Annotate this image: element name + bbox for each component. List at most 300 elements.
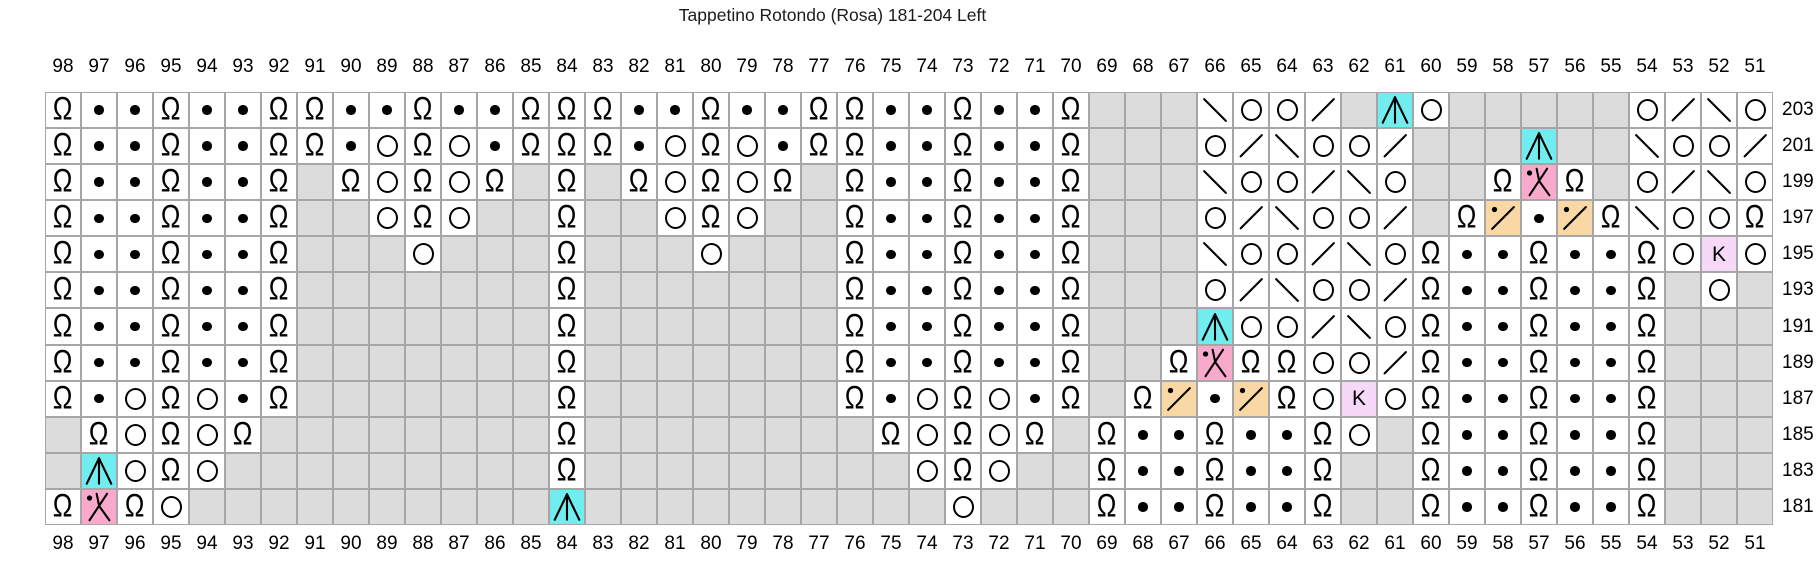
cell-no-stitch xyxy=(513,200,549,236)
cell-no-stitch xyxy=(801,272,837,308)
cell-purl xyxy=(981,164,1017,200)
cell-knit-tbl xyxy=(1053,128,1089,164)
column-label: 88 xyxy=(412,56,434,77)
cell-knit-tbl xyxy=(1629,272,1665,308)
cell-yarn-over xyxy=(657,164,693,200)
cell-knit-tbl xyxy=(873,417,909,453)
ssk-icon xyxy=(1270,201,1304,235)
cell-yarn-over xyxy=(1233,236,1269,272)
column-label: 80 xyxy=(700,56,722,77)
cell-yarn-over xyxy=(909,417,945,453)
cell-knit-tbl xyxy=(45,381,81,417)
yarn-over-icon xyxy=(665,135,686,157)
cell-knit-tbl xyxy=(945,381,981,417)
column-label: 80 xyxy=(700,533,722,554)
cell-knit-tbl xyxy=(261,345,297,381)
yarn-over-icon xyxy=(665,171,686,193)
cell-no-stitch xyxy=(1089,92,1125,128)
cell-k2tog xyxy=(1233,200,1269,236)
centered-double-decrease-icon xyxy=(550,490,584,524)
cell-no-stitch xyxy=(765,236,801,272)
cell-no-stitch xyxy=(261,453,297,489)
cell-knit-tbl xyxy=(1413,489,1449,525)
cell-no-stitch xyxy=(333,236,369,272)
cell-purl xyxy=(909,308,945,344)
knit-tbl-icon: Ω xyxy=(593,92,613,128)
cell-knit-tbl xyxy=(261,272,297,308)
cell-purl xyxy=(225,128,261,164)
knit-tbl-icon: Ω xyxy=(1421,488,1441,524)
cell-knit-tbl xyxy=(837,164,873,200)
purl-dot-icon xyxy=(886,322,896,332)
cell-yarn-over xyxy=(369,164,405,200)
cell-no-stitch xyxy=(513,236,549,272)
cell-knit-tbl xyxy=(45,92,81,128)
column-label: 84 xyxy=(556,533,578,554)
cell-centered-double-decrease xyxy=(1521,128,1557,164)
purl-dot-icon xyxy=(94,250,104,260)
cell-k2tog xyxy=(1737,128,1773,164)
cell-knit-tbl xyxy=(1485,164,1521,200)
k2tog-icon xyxy=(1666,93,1700,127)
knit-tbl-icon: Ω xyxy=(1421,452,1441,488)
column-label: 60 xyxy=(1420,533,1442,554)
cell-no-stitch xyxy=(441,417,477,453)
yarn-over-icon xyxy=(953,496,974,518)
cell-no-stitch xyxy=(405,308,441,344)
column-label: 57 xyxy=(1528,533,1550,554)
cell-purl xyxy=(81,92,117,128)
purl-dot-icon xyxy=(994,214,1004,224)
purl-dot-icon xyxy=(886,177,896,187)
cell-knit-tbl xyxy=(1413,381,1449,417)
cell-no-stitch xyxy=(765,200,801,236)
purl-dot-icon xyxy=(922,177,932,187)
purl-dot-icon xyxy=(1498,430,1508,440)
yarn-over-icon xyxy=(917,460,938,482)
cell-no-stitch xyxy=(1341,453,1377,489)
cell-purl xyxy=(1449,489,1485,525)
purl-dot-icon xyxy=(1462,394,1472,404)
cell-no-stitch xyxy=(1593,128,1629,164)
ssk-icon xyxy=(1198,237,1232,271)
cell-purl xyxy=(909,236,945,272)
cell-purl xyxy=(1017,164,1053,200)
purl-dot-icon xyxy=(1282,502,1292,512)
cell-no-stitch xyxy=(441,308,477,344)
cell-no-stitch xyxy=(693,489,729,525)
purl-dot-icon xyxy=(1606,358,1616,368)
purl-dot-icon xyxy=(94,214,104,224)
purl-dot-icon xyxy=(1498,286,1508,296)
knit-tbl-icon: Ω xyxy=(1745,200,1765,236)
purl-dot-icon xyxy=(238,322,248,332)
cell-k2tog xyxy=(1305,308,1341,344)
cell-k2tog xyxy=(1305,236,1341,272)
knit-tbl-icon: Ω xyxy=(557,200,577,236)
knit-tbl-icon: Ω xyxy=(161,272,181,308)
yarn-over-icon xyxy=(1277,316,1298,338)
cell-purl xyxy=(1017,236,1053,272)
cell-knit-tbl xyxy=(1413,417,1449,453)
cell-no-stitch xyxy=(513,308,549,344)
cell-knit-tbl xyxy=(1161,345,1197,381)
cell-knit-tbl xyxy=(765,164,801,200)
purl-dot-icon xyxy=(1138,466,1148,476)
yarn-over-icon xyxy=(377,207,398,229)
cell-no-stitch xyxy=(477,272,513,308)
cell-knit-tbl xyxy=(549,345,585,381)
column-label: 68 xyxy=(1132,533,1154,554)
cell-purl xyxy=(1161,453,1197,489)
cell-knit-tbl xyxy=(405,164,441,200)
cell-no-stitch xyxy=(297,308,333,344)
cell-no-stitch xyxy=(1665,272,1701,308)
knit-tbl-icon: Ω xyxy=(233,416,253,452)
cell-no-stitch xyxy=(405,417,441,453)
column-label: 57 xyxy=(1528,56,1550,77)
knit-tbl-icon: Ω xyxy=(809,128,829,164)
cell-yarn-over xyxy=(1701,272,1737,308)
purl-dot-icon xyxy=(454,105,464,115)
cell-purl xyxy=(1485,345,1521,381)
cell-knit-tbl xyxy=(585,128,621,164)
cell-no-stitch xyxy=(873,453,909,489)
cell-knit-tbl xyxy=(1305,489,1341,525)
knit-tbl-icon: Ω xyxy=(53,236,73,272)
purl-dot-icon xyxy=(490,105,500,115)
purl-dot-icon xyxy=(1174,466,1184,476)
yarn-over-icon xyxy=(1349,207,1370,229)
centered-double-decrease-icon xyxy=(1522,129,1556,163)
knit-tbl-icon: Ω xyxy=(1601,200,1621,236)
cell-yarn-over xyxy=(1341,200,1377,236)
k2tog-icon xyxy=(1306,165,1340,199)
column-label: 51 xyxy=(1744,533,1766,554)
knit-tbl-icon: Ω xyxy=(53,200,73,236)
cell-k2tog xyxy=(1377,128,1413,164)
yarn-over-icon xyxy=(917,388,938,410)
knit-tbl-icon: Ω xyxy=(269,164,289,200)
purl-dot-icon xyxy=(886,358,896,368)
cell-special-k xyxy=(1341,381,1377,417)
yarn-over-icon xyxy=(1673,207,1694,229)
p2tog-icon xyxy=(1162,382,1196,416)
purl-dot-icon xyxy=(238,250,248,260)
cell-purl xyxy=(1557,381,1593,417)
knit-tbl-icon: Ω xyxy=(413,92,433,128)
purl-dot-icon xyxy=(922,322,932,332)
cell-purl xyxy=(1269,453,1305,489)
cell-no-stitch xyxy=(513,345,549,381)
knit-tbl-icon: Ω xyxy=(53,308,73,344)
cell-yarn-over xyxy=(909,453,945,489)
cell-yarn-over xyxy=(441,128,477,164)
knit-tbl-icon: Ω xyxy=(305,92,325,128)
k2tog-icon xyxy=(1666,165,1700,199)
yarn-over-icon xyxy=(449,135,470,157)
cell-no-stitch xyxy=(1593,164,1629,200)
yarn-over-icon xyxy=(1241,316,1262,338)
cell-purl xyxy=(225,236,261,272)
cell-yarn-over xyxy=(1269,308,1305,344)
cell-no-stitch xyxy=(513,272,549,308)
ssk-icon xyxy=(1270,273,1304,307)
purl-dot-icon xyxy=(1498,502,1508,512)
purl-dot-icon xyxy=(1498,394,1508,404)
centered-double-decrease-icon xyxy=(1378,93,1412,127)
yarn-over-icon xyxy=(1277,171,1298,193)
column-label: 82 xyxy=(628,56,650,77)
cell-purl xyxy=(1449,381,1485,417)
cell-purl xyxy=(189,200,225,236)
knit-tbl-icon: Ω xyxy=(1493,164,1513,200)
purl-dot-icon xyxy=(238,286,248,296)
column-label: 59 xyxy=(1456,56,1478,77)
cell-k2tog xyxy=(1305,164,1341,200)
cell-purl xyxy=(1485,417,1521,453)
cell-purl xyxy=(189,272,225,308)
cell-special-k xyxy=(1701,236,1737,272)
knit-tbl-icon: Ω xyxy=(845,164,865,200)
cell-purl xyxy=(909,345,945,381)
purl-dot-icon xyxy=(886,214,896,224)
cell-no-stitch xyxy=(1377,489,1413,525)
cell-knit-tbl xyxy=(549,236,585,272)
knit-tbl-icon: Ω xyxy=(1313,416,1333,452)
cell-purl xyxy=(189,128,225,164)
knit-tbl-icon: Ω xyxy=(1421,308,1441,344)
knit-tbl-icon: Ω xyxy=(161,452,181,488)
cell-no-stitch xyxy=(657,417,693,453)
purl-dot-icon xyxy=(1606,394,1616,404)
cell-no-stitch xyxy=(1665,345,1701,381)
yarn-over-icon xyxy=(1709,207,1730,229)
purl-dot-icon xyxy=(886,141,896,151)
cell-ssk xyxy=(1341,308,1377,344)
knit-tbl-icon: Ω xyxy=(809,92,829,128)
purl-dot-icon xyxy=(202,214,212,224)
purl-dot-icon xyxy=(130,177,140,187)
cell-yarn-over xyxy=(1305,381,1341,417)
cell-knit-tbl xyxy=(1593,200,1629,236)
knit-tbl-icon: Ω xyxy=(557,236,577,272)
yarn-over-icon xyxy=(1205,279,1226,301)
cell-knit-tbl xyxy=(549,308,585,344)
cell-purl xyxy=(477,92,513,128)
cell-purl xyxy=(225,92,261,128)
cell-purl xyxy=(81,200,117,236)
cell-knit-tbl xyxy=(261,164,297,200)
cell-sl1-k2tog-psso xyxy=(1521,164,1557,200)
cell-knit-tbl xyxy=(837,200,873,236)
purl-dot-icon xyxy=(1174,502,1184,512)
yarn-over-icon xyxy=(449,171,470,193)
purl-dot-icon xyxy=(202,322,212,332)
cell-no-stitch xyxy=(729,417,765,453)
cell-no-stitch xyxy=(297,272,333,308)
purl-dot-icon xyxy=(1030,214,1040,224)
cell-no-stitch xyxy=(441,489,477,525)
knit-tbl-icon: Ω xyxy=(269,128,289,164)
cell-knit-tbl xyxy=(1233,345,1269,381)
cell-purl xyxy=(1233,417,1269,453)
cell-purl xyxy=(1485,453,1521,489)
column-label: 62 xyxy=(1348,533,1370,554)
cell-no-stitch xyxy=(693,308,729,344)
column-label: 67 xyxy=(1168,533,1190,554)
column-label: 59 xyxy=(1456,533,1478,554)
column-label: 65 xyxy=(1240,56,1262,77)
cell-purl xyxy=(765,128,801,164)
purl-dot-icon xyxy=(1462,466,1472,476)
cell-knit-tbl xyxy=(1521,308,1557,344)
cell-knit-tbl xyxy=(1521,236,1557,272)
column-label: 56 xyxy=(1564,56,1586,77)
purl-dot-icon xyxy=(94,141,104,151)
cell-yarn-over xyxy=(981,453,1017,489)
knit-tbl-icon: Ω xyxy=(845,308,865,344)
knit-tbl-icon: Ω xyxy=(413,200,433,236)
purl-dot-icon xyxy=(1210,394,1220,404)
knit-tbl-icon: Ω xyxy=(953,236,973,272)
column-label: 84 xyxy=(556,56,578,77)
cell-yarn-over xyxy=(441,164,477,200)
purl-dot-icon xyxy=(1570,466,1580,476)
purl-dot-icon xyxy=(1030,105,1040,115)
cell-no-stitch xyxy=(1449,128,1485,164)
yarn-over-icon xyxy=(1313,279,1334,301)
cell-no-stitch xyxy=(801,345,837,381)
cell-yarn-over xyxy=(1305,345,1341,381)
cell-knit-tbl xyxy=(45,236,81,272)
knit-tbl-icon: Ω xyxy=(953,344,973,380)
purl-dot-icon xyxy=(490,141,500,151)
knit-tbl-icon: Ω xyxy=(953,164,973,200)
cell-no-stitch xyxy=(585,308,621,344)
cell-no-stitch xyxy=(621,308,657,344)
cell-knit-tbl xyxy=(1413,236,1449,272)
cell-no-stitch xyxy=(1701,453,1737,489)
cell-no-stitch xyxy=(477,236,513,272)
cell-yarn-over xyxy=(1305,200,1341,236)
cell-knit-tbl xyxy=(837,128,873,164)
cell-no-stitch xyxy=(1161,92,1197,128)
cell-purl xyxy=(1197,381,1233,417)
column-label: 55 xyxy=(1600,533,1622,554)
cell-purl xyxy=(1233,489,1269,525)
cell-yarn-over xyxy=(1737,236,1773,272)
purl-dot-icon xyxy=(1606,502,1616,512)
cell-no-stitch xyxy=(1521,92,1557,128)
cell-no-stitch xyxy=(765,345,801,381)
yarn-over-icon xyxy=(1385,171,1406,193)
column-label: 54 xyxy=(1636,56,1658,77)
cell-no-stitch xyxy=(693,381,729,417)
cell-yarn-over xyxy=(1413,92,1449,128)
knit-tbl-icon: Ω xyxy=(1205,488,1225,524)
knit-tbl-icon: Ω xyxy=(269,200,289,236)
purl-dot-icon xyxy=(1246,502,1256,512)
cell-no-stitch xyxy=(621,345,657,381)
cell-knit-tbl xyxy=(945,200,981,236)
knit-tbl-icon: Ω xyxy=(773,164,793,200)
knit-tbl-icon: Ω xyxy=(1637,380,1657,416)
cell-no-stitch xyxy=(441,381,477,417)
cell-knit-tbl xyxy=(1053,92,1089,128)
cell-centered-double-decrease xyxy=(1197,308,1233,344)
cell-knit-tbl xyxy=(261,308,297,344)
column-label: 82 xyxy=(628,533,650,554)
knit-tbl-icon: Ω xyxy=(1637,236,1657,272)
ssk-icon xyxy=(1702,93,1736,127)
column-label: 85 xyxy=(520,56,542,77)
cell-no-stitch xyxy=(1665,381,1701,417)
column-label: 88 xyxy=(412,533,434,554)
cell-no-stitch xyxy=(1125,164,1161,200)
cell-no-stitch xyxy=(1737,345,1773,381)
yarn-over-icon xyxy=(989,460,1010,482)
yarn-over-icon xyxy=(665,207,686,229)
cell-purl xyxy=(117,308,153,344)
cell-purl xyxy=(81,381,117,417)
knit-tbl-icon: Ω xyxy=(953,272,973,308)
cell-purl xyxy=(333,92,369,128)
cell-no-stitch xyxy=(1089,345,1125,381)
cell-knit-tbl xyxy=(1413,308,1449,344)
column-label: 98 xyxy=(52,533,74,554)
cell-purl xyxy=(1449,345,1485,381)
cell-no-stitch xyxy=(1413,200,1449,236)
cell-no-stitch xyxy=(405,381,441,417)
yarn-over-icon xyxy=(737,171,758,193)
cell-yarn-over xyxy=(1341,128,1377,164)
knit-tbl-icon: Ω xyxy=(953,128,973,164)
column-label: 77 xyxy=(808,533,830,554)
column-label: 91 xyxy=(304,533,326,554)
cell-no-stitch xyxy=(1161,236,1197,272)
row-label: 185 xyxy=(1782,423,1814,445)
knit-tbl-icon: Ω xyxy=(1421,380,1441,416)
yarn-over-icon xyxy=(1673,135,1694,157)
cell-no-stitch xyxy=(1485,128,1521,164)
cell-purl xyxy=(1593,381,1629,417)
knit-tbl-icon: Ω xyxy=(53,344,73,380)
p2tog-icon xyxy=(1558,201,1592,235)
cell-knit-tbl xyxy=(1629,417,1665,453)
column-label: 97 xyxy=(88,56,110,77)
cell-yarn-over xyxy=(657,200,693,236)
cell-knit-tbl xyxy=(837,236,873,272)
cell-ssk xyxy=(1269,200,1305,236)
purl-dot-icon xyxy=(1246,466,1256,476)
cell-no-stitch xyxy=(405,345,441,381)
cell-purl xyxy=(117,92,153,128)
knit-tbl-icon: Ω xyxy=(1565,164,1585,200)
cell-knit-tbl xyxy=(1053,272,1089,308)
cell-purl xyxy=(1557,308,1593,344)
knit-tbl-icon: Ω xyxy=(1277,380,1297,416)
cell-knit-tbl xyxy=(549,453,585,489)
cell-knit-tbl xyxy=(1053,345,1089,381)
purl-dot-icon xyxy=(238,177,248,187)
yarn-over-icon xyxy=(1385,243,1406,265)
cell-knit-tbl xyxy=(1449,200,1485,236)
row-label: 189 xyxy=(1782,351,1814,373)
column-label: 67 xyxy=(1168,56,1190,77)
knit-tbl-icon: Ω xyxy=(161,344,181,380)
cell-no-stitch xyxy=(297,200,333,236)
